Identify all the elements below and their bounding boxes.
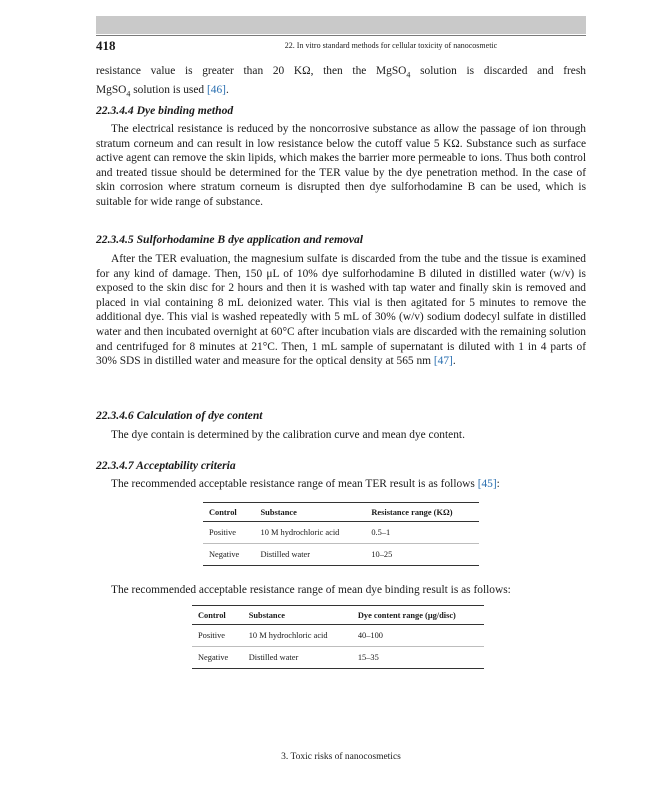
intro-paragraph: [96, 64, 586, 102]
citation-47[interactable]: [47]: [433, 355, 453, 368]
table-row: [192, 647, 484, 669]
sulforhodamine-paragraph: After the TER evaluation, the magnesium sulfate is discarded from the tube and the tissue is examined for any kind of damage. Then, 150 μL of 10% dye sulforhodamine B diluted in distilled water (w/v) is exposed to the skin disc for 2 hours and then it is washed with tap water and finally skin is removed and placed in vial containing 8 mL deionized water. This vial is then agitated for 5 minutes to remove the additional dye. This vial is washed repeatedly with 5 mL of 30% (w/v) sodium dodecyl sulfate in distilled water and then incubated overnight at 60°C after incubation vials are discarded with the remaining solution and centrifuged for 8 minutes at 21°C. Then, 1 mL sample of supernatant is diluted with 1 in 4 parts of 30% SDS in distilled water and measure for the optical density at 565 nm [47].: [96, 253, 586, 368]
header-bar: [96, 16, 586, 34]
table-cell: 40–100: [352, 625, 484, 647]
section-heading-acceptability: 22.3.4.7 Acceptability criteria: [96, 459, 236, 472]
acceptability-intro-paragraph: The recommended acceptable resistance range of mean TER result is as follows [45]:: [111, 478, 500, 490]
table-cell: 0.5–1: [365, 522, 479, 544]
page-number: 418: [96, 38, 116, 53]
section-heading-sulforhodamine: 22.3.4.5 Sulforhodamine B dye application and removal: [96, 233, 363, 246]
table-cell: Positive: [192, 625, 243, 647]
acceptability-intro: [96, 477, 586, 492]
table-row: [203, 544, 479, 566]
page-footer: 3. Toxic risks of nanocosmetics: [281, 752, 401, 762]
dye-content-table: [192, 605, 484, 669]
table-cell: Negative: [198, 653, 229, 662]
header-rule: [96, 35, 586, 36]
section-heading-calculation: 22.3.4.6 Calculation of dye content: [96, 409, 263, 422]
citation-46[interactable]: [46]: [206, 83, 226, 96]
table-row: [203, 522, 479, 544]
calculation-section: [96, 428, 586, 443]
calculation-paragraph: The dye contain is determined by the calibration curve and mean dye content.: [111, 429, 465, 441]
table-cell: Distilled water: [248, 653, 299, 662]
table-header-row: [192, 606, 484, 625]
table-cell: 10 M hydrochloric acid: [255, 522, 366, 544]
dye-binding-paragraph: The electrical resistance is reduced by the noncorrosive substance as allow the passage of ion through stratum corneum and can result in low resistance below the cutoff value 5 KΩ. Substance such as surface active agent can remove the skin lipids, which makes the barrier more permeable to ions. Thus both control and treated tissue should be determined for the TER value by the dye penetration method. In the case of skin corrosion where stratum corneum is disrupted then dye sulforhodamine B can be used, which is suitable for wide range of substance.: [96, 123, 586, 208]
running-head: 22. In vitro standard methods for cellular toxicity of nanocosmetic: [284, 41, 498, 50]
table-cell: Positive: [203, 522, 255, 544]
dye-binding-intro: [96, 583, 586, 598]
table-header-row: [203, 503, 479, 522]
table-header-cell: Substance: [255, 503, 366, 522]
sulforhodamine-section: [96, 252, 586, 369]
intro-line-1: resistance value is greater than 20 KΩ, then the MgSO$_4$ solution is discarded and fresh: [96, 65, 586, 80]
table-header-cell: Control: [192, 606, 243, 625]
table-row: [192, 625, 484, 647]
table-header-cell: Control: [203, 503, 255, 522]
table-header-cell: Substance: [243, 606, 352, 625]
dye-binding-section: [96, 122, 586, 210]
table-cell: 15–35: [357, 653, 379, 662]
table-header-cell: Resistance range (KΩ): [365, 503, 479, 522]
intro-line-2: MgSO$_4$ solution is used [46].: [96, 83, 229, 99]
table-cell: Negative: [209, 550, 240, 559]
section-heading-dye-binding: 22.3.4.4 Dye binding method: [96, 104, 234, 117]
table-cell: Distilled water: [260, 550, 311, 559]
dye-binding-intro-paragraph: The recommended acceptable resistance range of mean dye binding result is as follows:: [111, 584, 511, 596]
citation-45[interactable]: [45]: [477, 478, 497, 490]
table-cell: 10 M hydrochloric acid: [243, 625, 352, 647]
table-header-cell: Dye content range (μg/disc): [352, 606, 484, 625]
table-cell: 10–25: [371, 550, 393, 559]
ter-resistance-table: [203, 502, 479, 566]
